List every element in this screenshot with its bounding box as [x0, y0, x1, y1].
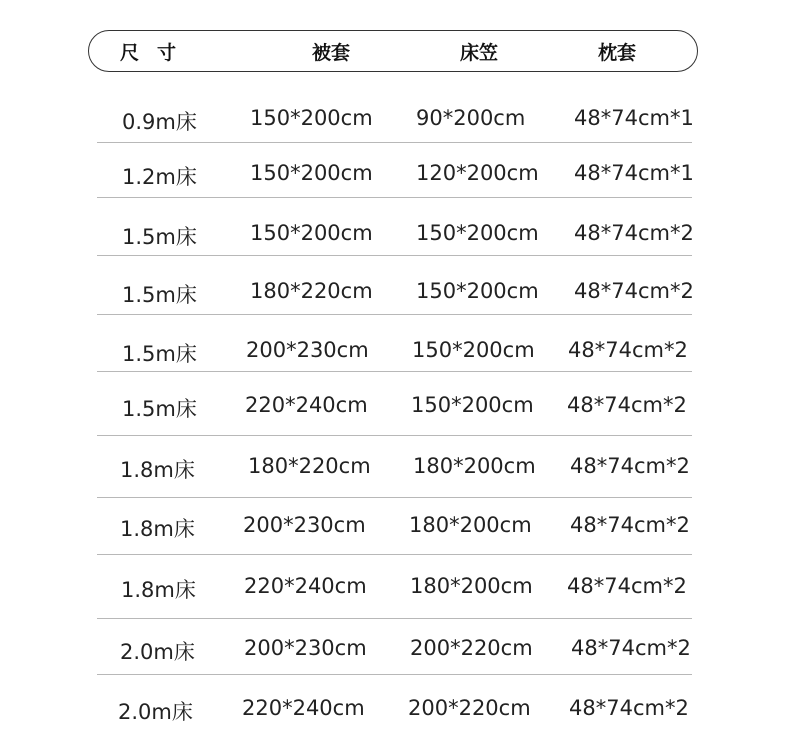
- quilt-cover-cell: 150*200cm: [250, 221, 373, 245]
- size-cell: 1.8m床: [120, 517, 195, 541]
- pillowcase-cell: 48*74cm*2: [569, 696, 689, 720]
- fitted-sheet-cell: 180*200cm: [409, 513, 532, 537]
- pillowcase-cell: 48*74cm*2: [570, 513, 690, 537]
- pillowcase-cell: 48*74cm*2: [567, 574, 687, 598]
- fitted-sheet-cell: 120*200cm: [416, 161, 539, 185]
- row-divider: [97, 497, 692, 498]
- row-divider: [97, 255, 692, 256]
- pillowcase-cell: 48*74cm*2: [571, 636, 691, 660]
- fitted-sheet-cell: 200*220cm: [410, 636, 533, 660]
- quilt-cover-cell: 150*200cm: [250, 106, 373, 130]
- row-divider: [97, 371, 692, 372]
- quilt-cover-cell: 220*240cm: [242, 696, 365, 720]
- fitted-sheet-cell: 150*200cm: [416, 221, 539, 245]
- fitted-sheet-cell: 150*200cm: [416, 279, 539, 303]
- size-cell: 1.5m床: [122, 283, 197, 307]
- header-fitted-sheet: 床笠: [460, 42, 499, 64]
- pillowcase-cell: 48*74cm*2: [567, 393, 687, 417]
- quilt-cover-cell: 200*230cm: [246, 338, 369, 362]
- fitted-sheet-cell: 150*200cm: [411, 393, 534, 417]
- fitted-sheet-cell: 180*200cm: [413, 454, 536, 478]
- pillowcase-cell: 48*74cm*2: [574, 279, 694, 303]
- quilt-cover-cell: 200*230cm: [243, 513, 366, 537]
- row-divider: [97, 618, 692, 619]
- pillowcase-cell: 48*74cm*2: [568, 338, 688, 362]
- size-cell: 0.9m床: [122, 110, 197, 134]
- quilt-cover-cell: 150*200cm: [250, 161, 373, 185]
- header-pillowcase: 枕套: [598, 42, 637, 64]
- pillowcase-cell: 48*74cm*1: [574, 161, 694, 185]
- quilt-cover-cell: 200*230cm: [244, 636, 367, 660]
- row-divider: [97, 197, 692, 198]
- row-divider: [97, 435, 692, 436]
- quilt-cover-cell: 180*220cm: [248, 454, 371, 478]
- quilt-cover-cell: 220*240cm: [244, 574, 367, 598]
- fitted-sheet-cell: 200*220cm: [408, 696, 531, 720]
- row-divider: [97, 142, 692, 143]
- pillowcase-cell: 48*74cm*2: [570, 454, 690, 478]
- size-cell: 2.0m床: [118, 700, 193, 724]
- pillowcase-cell: 48*74cm*1: [574, 106, 694, 130]
- size-cell: 1.5m床: [122, 397, 197, 421]
- pillowcase-cell: 48*74cm*2: [574, 221, 694, 245]
- header-size: 尺寸: [120, 42, 195, 64]
- size-cell: 1.8m床: [121, 578, 196, 602]
- row-divider: [97, 554, 692, 555]
- row-divider: [97, 674, 692, 675]
- size-cell: 1.5m床: [122, 225, 197, 249]
- size-cell: 1.5m床: [122, 342, 197, 366]
- quilt-cover-cell: 220*240cm: [245, 393, 368, 417]
- header-quilt-cover: 被套: [312, 42, 351, 64]
- size-cell: 1.8m床: [120, 458, 195, 482]
- fitted-sheet-cell: 150*200cm: [412, 338, 535, 362]
- fitted-sheet-cell: 90*200cm: [416, 106, 526, 130]
- quilt-cover-cell: 180*220cm: [250, 279, 373, 303]
- size-cell: 1.2m床: [122, 165, 197, 189]
- fitted-sheet-cell: 180*200cm: [410, 574, 533, 598]
- size-cell: 2.0m床: [120, 640, 195, 664]
- row-divider: [97, 314, 692, 315]
